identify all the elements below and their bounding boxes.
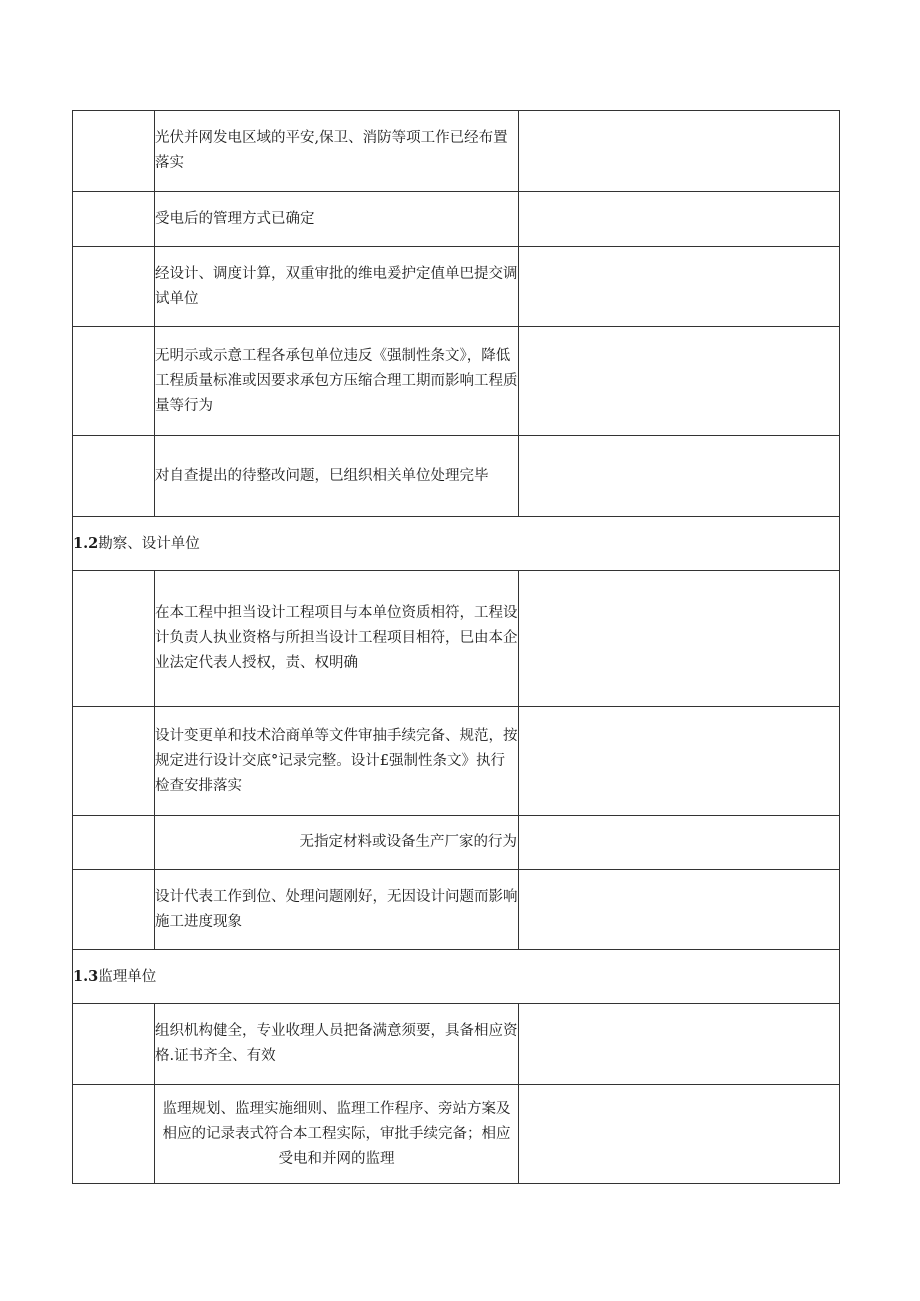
table-row [73,1085,840,1184]
table-row [73,247,840,327]
section-row [73,950,840,1004]
result-cell [519,1004,840,1085]
section-heading [73,517,840,571]
result-cell [519,870,840,950]
check-item-text: 设计变更单和技术洽商单等文件审抽手续完备、规范，按规定进行设计交底°记录完整。设计£强制性条文》执行检查安排落实 [155,707,519,816]
section-title: 勘察、设计单位 [98,535,200,552]
result-cell [519,571,840,707]
table-row [73,1004,840,1085]
result-cell [519,707,840,816]
inspection-checklist-table [72,110,840,1184]
check-item-text: 无明示或示意工程各承包单位违反《强制性条文》，降低工程质量标准或因要求承包方压缩合理工期而影响工程质量等行为 [155,327,519,436]
check-item-text: 受电后的管理方式已确定 [155,192,519,247]
result-cell [519,816,840,870]
check-item-text: 对自查提出的待整改问题，巳组织相关单位处理完毕 [155,436,519,517]
result-cell [519,327,840,436]
table-row [73,816,840,870]
check-item-text: 在本工程中担当设计工程项目与本单位资质相符，工程设计负责人执业资格与所担当设计工程项目相符，巳由本企业法定代表人授权，责、权明确 [155,571,519,707]
check-item-text: 经设计、调度计算，双重审批的维电爰护定值单巴提交调试单位 [155,247,519,327]
blank-cell [73,436,155,517]
section-row [73,517,840,571]
blank-cell [73,1004,155,1085]
table-row [73,870,840,950]
blank-cell [73,816,155,870]
check-item-text: 组织机构健全，专业收理人员把备满意须要，具备相应资格.证书齐全、有效 [155,1004,519,1085]
check-item-text: 设计代表工作到位、处理问题刚好，无因设计问题而影响施工进度现象 [155,870,519,950]
table-row [73,327,840,436]
result-cell [519,192,840,247]
blank-cell [73,111,155,192]
check-item-text: 监理规划、监理实施细则、监理工作程序、旁站方案及相应的记录表式符合本工程实际，审批手续完备；相应受电和并网的监理 [155,1085,519,1184]
blank-cell [73,247,155,327]
blank-cell [73,870,155,950]
check-item-text: 无指定材料或设备生产厂家的行为 [155,816,519,870]
table-row [73,571,840,707]
section-number: 1.3 [73,967,99,985]
table-row [73,707,840,816]
result-cell [519,1085,840,1184]
blank-cell [73,707,155,816]
section-heading [73,950,840,1004]
table-row [73,436,840,517]
section-title: 监理单位 [98,968,157,985]
result-cell [519,436,840,517]
section-number: 1.2 [73,534,99,552]
result-cell [519,111,840,192]
check-item-text: 光伏并网发电区域的平安,保卫、消防等项工作已经布置落实 [155,111,519,192]
result-cell [519,247,840,327]
blank-cell [73,192,155,247]
blank-cell [73,1085,155,1184]
table-row [73,192,840,247]
blank-cell [73,327,155,436]
table-row [73,111,840,192]
blank-cell [73,571,155,707]
